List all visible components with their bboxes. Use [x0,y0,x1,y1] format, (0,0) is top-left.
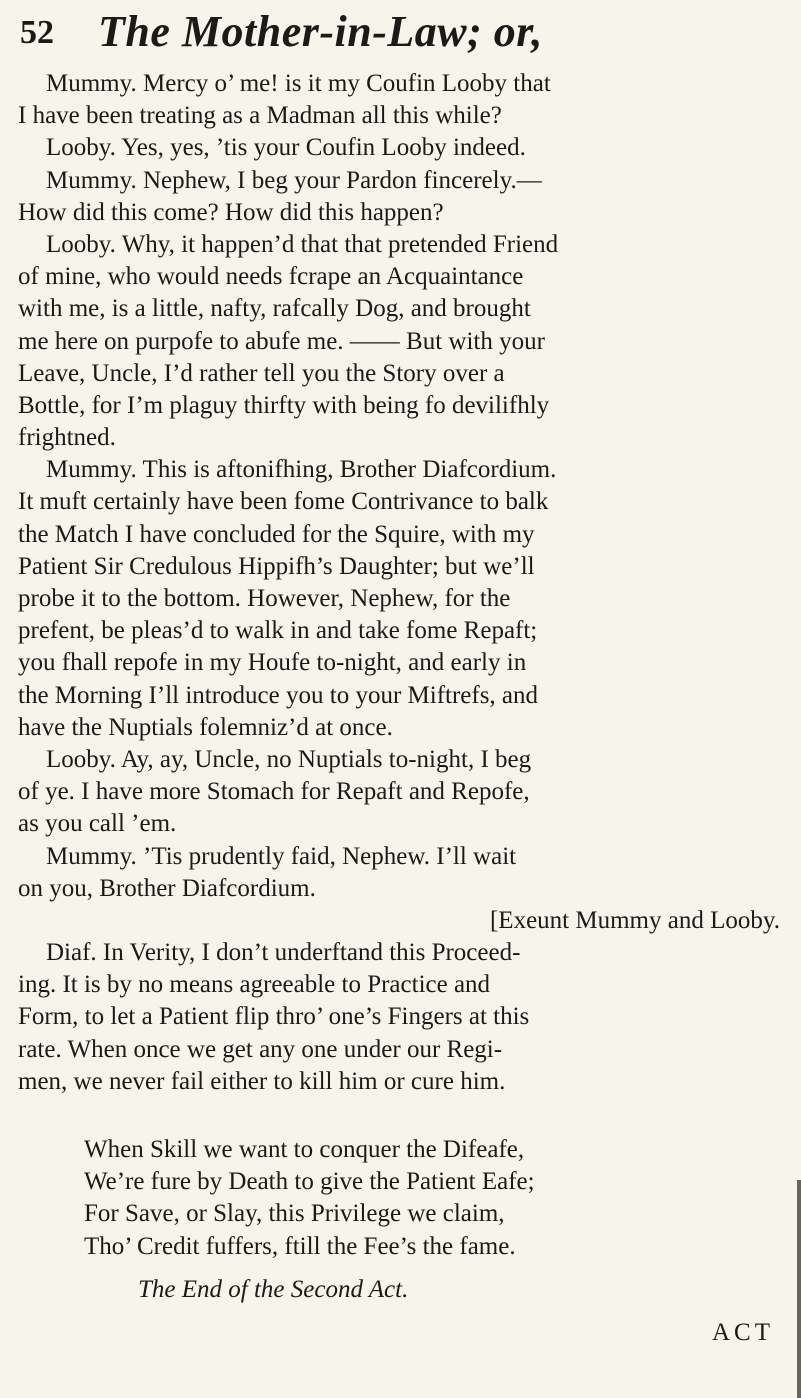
text-line: the Match I have concluded for the Squire, with my [18,520,535,548]
text-line: frightned. [18,424,116,452]
text-line: Mummy. Mercy o’ me! is it my Coufin Looby that [46,70,551,97]
text-line: rate. When once we get any one under our Regi- [18,1035,503,1063]
text-line: I have been treating as a Madman all this while? [18,102,502,130]
stanza-gap [18,1098,788,1134]
text-line: have the Nuptials folemniz’d at once. [18,713,393,741]
text-line: Patient Sir Credulous Hippifh’s Daughter; but we’ll [18,552,535,580]
text-line: you fhall repofe in my Houfe to-night, and early in [18,649,527,677]
text-line: Diaf. In Verity, I don’t underftand this Proceed- [46,939,521,967]
text-line: of mine, who would needs fcrape an Acquaintance [18,263,524,291]
text-line: Mummy. Nephew, I beg your Pardon fincerely.— [46,166,542,194]
text-line: Looby. Ay, ay, Uncle, no Nuptials to-night, I beg [46,745,532,773]
page-edge-shadow [797,1180,801,1398]
text-line: Leave, Uncle, I’d rather tell you the Story over a [18,359,505,387]
text-line: How did this come? How did this happen? [18,198,444,226]
text-line: prefent, be pleas’d to walk in and take fome Repaft; [18,617,538,645]
text-line: Mummy. This is aftonifhing, Brother Diafcordium. [46,456,557,484]
text-line: men, we never fail either to kill him or cure him. [18,1067,506,1095]
text-line: Form, to let a Patient flip thro’ one’s Fingers at this [18,1003,530,1031]
text-line: on you, Brother Diafcordium. [18,874,316,902]
page-header [20,6,780,66]
verse-line: We’re fure by Death to give the Patient Eafe; [84,1168,535,1196]
page-number: 52 [20,14,54,51]
verse-line: Tho’ Credit fuffers, ftill the Fee’s the fame. [84,1232,516,1260]
text-line: with me, is a little, nafty, rafcally Dog, and brought [18,295,531,323]
verse-line: When Skill we want to conquer the Difeafe, [84,1136,525,1163]
running-title: The Mother-in-Law; or, [98,7,543,56]
stage-direction: [Exeunt Mummy and Looby. [489,906,780,934]
text-line: Looby. Why, it happen’d that that pretended Friend [46,230,559,258]
text-line: Bottle, for I’m plaguy thirfty with being fo devilifhly [18,391,550,419]
text-line: of ye. I have more Stomach for Repaft and Repofe, [18,778,530,806]
text-line: probe it to the bottom. However, Nephew, for the [18,585,511,612]
body-text [18,68,788,1349]
text-line: ing. It is by no means agreeable to Practice and [18,971,491,999]
catchword: ACT [712,1318,774,1346]
text-line: Mummy. ’Tis prudently faid, Nephew. I’ll wait [46,842,517,870]
text-line: as you call ’em. [18,810,177,838]
text-line: Looby. Yes, yes, ’tis your Coufin Looby indeed. [46,134,526,162]
text-line: It muft certainly have been fome Contrivance to balk [18,488,549,516]
text-line: me here on purpofe to abufe me. —— But with your [18,327,545,355]
text-line: the Morning I’ll introduce you to your Miftrefs, and [18,681,539,709]
verse-line: For Save, or Slay, this Privilege we claim, [84,1200,505,1228]
end-of-act: The End of the Second Act. [138,1275,409,1303]
